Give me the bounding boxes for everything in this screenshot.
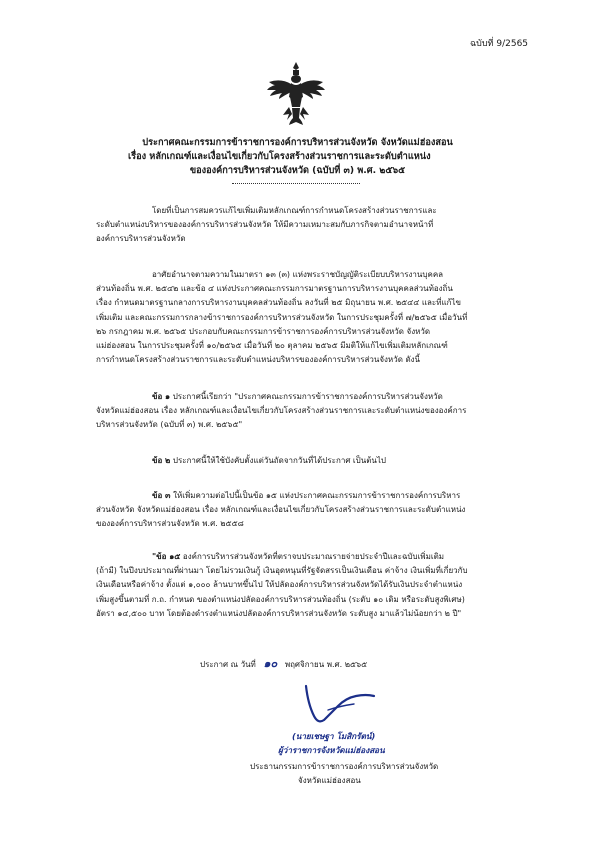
signer-role-line-2: จังหวัดแม่ฮ่องสอน [298,776,361,785]
clause-label: ข้อ ๓ [152,491,171,500]
title-separator [232,183,360,184]
clause-line: บริหารส่วนจังหวัด (ฉบับที่ ๓) พ.ศ. ๒๕๖๕" [96,420,243,430]
announce-day: ๑๐ [263,657,278,670]
clause-line: เพิ่มสูงขึ้นตามที่ ก.ถ. กำหนด ของตำแหน่งปลัดองค์การบริหารส่วนท้องถิ่น (ระดับ ๑๐ เดิม หรือระดับสูงพิเศษ) [96,594,465,604]
handwritten-signature [298,680,388,728]
clause-line [96,489,564,503]
clause-line [96,454,564,468]
title-line-3: ขององค์การบริหารส่วนจังหวัด (ฉบับที่ ๓) พ.ศ. ๒๕๖๕ [189,165,406,176]
document-number-value: 9/2565 [496,39,529,49]
paragraph-line: ระดับตำแหน่งบริหารขององค์การบริหารส่วนจังหวัด ให้มีความเหมาะสมกับภารกิจตามอำนาจหน้าที่ [96,220,434,230]
paragraph-line: ๒๖ กรกฎาคม พ.ศ. ๒๕๖๕ ประกอบกับคณะกรรมการข้าราชการองค์การบริหารส่วนจังหวัด จังหวัด [96,326,431,336]
paragraph-line: เรื่อง กำหนดมาตรฐานกลางการบริหารงานบุคคลส่วนท้องถิ่น ลงวันที่ ๒๕ มิถุนายน พ.ศ. ๒๕๔๔ และที่แก้ไข [96,298,461,308]
signer-name: (นายเชษฐา โมสิกรัตน์) [292,731,376,741]
clause-line: อัตรา ๑๔,๕๐๐ บาท โดยต้องดำรงตำแหน่งปลัดองค์การบริหารส่วนจังหวัด ระดับสูง มาแล้วไม่น้อยกว่า ๒ ปี" [96,608,462,618]
garuda-emblem-icon [265,60,327,130]
clause-line [96,550,564,564]
clause-15 [96,550,564,621]
title-line-2: เรื่อง หลักเกณฑ์และเงื่อนไขเกี่ยวกับโครงสร้างส่วนราชการและระดับตำแหน่ง [128,151,431,162]
clause-line: (ถ้ามี) ในปีงบประมาณที่ผ่านมา โดยไม่รวมเงินกู้ เงินอุดหนุนที่รัฐจัดสรรเป็นเงินเดือน ค่าจ้าง เงินเพิ่มที่เกี่ยวกับ [96,566,468,576]
clause-line [96,390,564,404]
document-number [470,36,528,50]
announce-date [200,654,367,672]
paragraph-line: การกำหนดโครงสร้างส่วนราชการและระดับตำแหน่งบริหารขององค์การบริหารส่วนจังหวัด ดังนี้ [96,355,421,365]
announce-prefix: ประกาศ ณ วันที่ [200,660,256,669]
clause-1 [96,390,564,433]
clause-2 [96,454,564,468]
clause-label: "ข้อ ๑๕ [152,552,181,561]
clause-line: ขององค์การบริหารส่วนจังหวัด พ.ศ. ๒๕๕๘ [96,519,244,529]
document-title [40,136,555,178]
announce-suffix: พฤศจิกายน พ.ศ. ๒๕๖๕ [284,660,368,669]
clause-line: จังหวัดแม่ฮ่องสอน เรื่อง หลักเกณฑ์และเงื่อนไขเกี่ยวกับโครงสร้างส่วนราชการและระดับตำแหน่งขององค์การ [96,406,467,416]
paragraph-2 [96,268,564,367]
paragraph-line: โดยที่เป็นการสมควรแก้ไขเพิ่มเติมหลักเกณฑ์การกำหนดโครงสร้างส่วนราชการและ [152,206,437,215]
clause-text: องค์การบริหารส่วนจังหวัดที่ตราจบประมาณรายจ่ายประจำปีและฉบับเพิ่มเติม [182,552,445,561]
clause-text: ประกาศนี้เรียกว่า "ประกาศคณะกรรมการข้าราชการองค์การบริหารส่วนจังหวัด [172,392,443,401]
paragraph-line: เพิ่มเติม และคณะกรรมการกลางข้าราชการองค์การบริหารส่วนจังหวัด ในการประชุมครั้งที่ ๗/๒๕๖๕ เมื่อวันที่ [96,312,468,322]
signer-position: ผู้ว่าราชการจังหวัดแม่ฮ่องสอน [278,745,385,755]
title-line-1: ประกาศคณะกรรมการข้าราชการองค์การบริหารส่วนจังหวัด จังหวัดแม่ฮ่องสอน [142,137,453,148]
clause-label: ข้อ ๑ [152,392,171,401]
document-number-label: ฉบับที่ [470,39,494,49]
paragraph-1 [96,204,564,247]
clause-3 [96,489,564,532]
clause-text: ประกาศนี้ให้ใช้บังคับตั้งแต่วันถัดจากวันที่ได้ประกาศ เป็นต้นไป [172,456,386,465]
clause-line: ส่วนจังหวัด จังหวัดแม่ฮ่องสอน เรื่อง หลักเกณฑ์และเงื่อนไขเกี่ยวกับโครงสร้างส่วนราชการและระดับตำแหน่ง [96,505,466,515]
clause-text: ให้เพิ่มความต่อไปนี้เป็นข้อ ๑๕ แห่งประกาศคณะกรรมการข้าราชการองค์การบริหาร [173,491,461,500]
paragraph-line: แม่ฮ่องสอน ในการประชุมครั้งที่ ๑๐/๒๕๖๕ เมื่อวันที่ ๒๐ ตุลาคม ๒๕๖๕ มีมติให้แก้ไขเพิ่มเติมหลักเกณฑ์ [96,340,448,350]
paragraph-line: ส่วนท้องถิ่น พ.ศ. ๒๕๔๒ และข้อ ๔ แห่งประกาศคณะกรรมการมาตรฐานการบริหารงานบุคคลส่วนท้องถิ่น [96,284,453,294]
clause-line: เงินเดือนหรือค่าจ้าง ตั้งแต่ ๑,๐๐๐ ล้านบาทขึ้นไป ให้ปลัดองค์การบริหารส่วนจังหวัดได้รับเงินประจำตำแหน่ง [96,580,463,590]
paragraph-line: องค์การบริหารส่วนจังหวัด [96,234,186,244]
paragraph-line: อาศัยอำนาจตามความในมาตรา ๑๓ (๓) แห่งพระราชบัญญัติระเบียบบริหารงานบุคคล [152,270,444,279]
clause-label: ข้อ ๒ [152,456,171,465]
signer-role-line-1: ประธานกรรมการข้าราชการองค์การบริหารส่วนจังหวัด [250,762,439,771]
